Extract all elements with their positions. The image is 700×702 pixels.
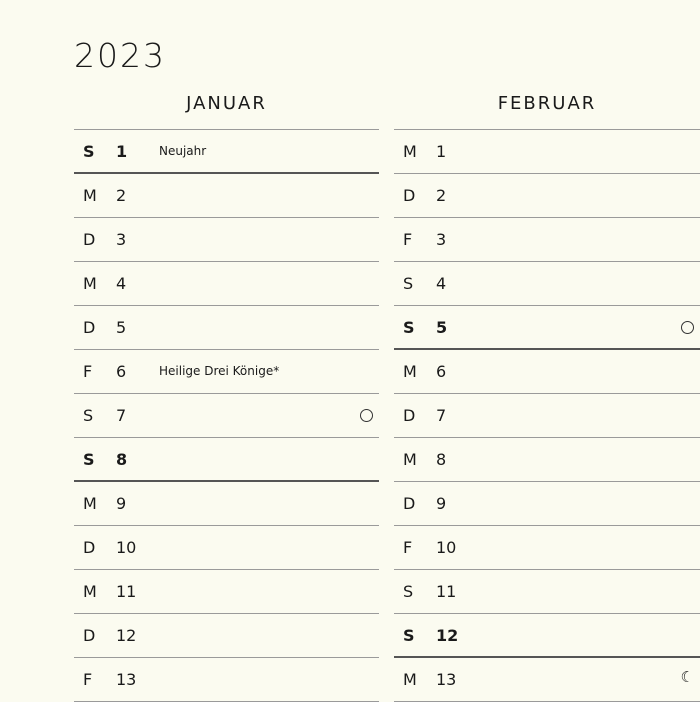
day-list: [74, 130, 379, 702]
day-number: 7: [436, 406, 447, 425]
month-january: [74, 90, 379, 702]
full-moon-icon: [360, 409, 373, 422]
day-row: [74, 394, 379, 438]
weekday-label: M: [83, 186, 97, 205]
last-quarter-moon-icon: ☾: [680, 668, 694, 686]
day-number: 7: [116, 406, 127, 425]
day-number: 4: [116, 274, 127, 293]
day-number: 11: [116, 582, 137, 601]
day-row: [394, 570, 700, 614]
weekday-label: M: [83, 274, 97, 293]
weekday-label: M: [403, 362, 417, 381]
day-row: [74, 218, 379, 262]
day-number: 9: [116, 494, 127, 513]
weekday-label: S: [83, 142, 95, 161]
day-number: 12: [436, 626, 459, 645]
month-title: JANUAR: [74, 90, 379, 130]
day-number: 11: [436, 582, 457, 601]
day-row: [74, 262, 379, 306]
day-row: [394, 614, 700, 658]
holiday-label: Heilige Drei Könige*: [159, 364, 280, 378]
day-number: 1: [436, 142, 447, 161]
weekday-label: D: [83, 318, 96, 337]
day-row: [74, 658, 379, 702]
day-number: 1: [116, 142, 128, 161]
day-row: [74, 306, 379, 350]
weekday-label: D: [83, 626, 96, 645]
day-row: [74, 438, 379, 482]
day-row: [394, 262, 700, 306]
weekday-label: S: [403, 274, 414, 293]
day-number: 4: [436, 274, 447, 293]
day-row: [394, 394, 700, 438]
day-number: 6: [116, 362, 127, 381]
weekday-label: D: [403, 186, 416, 205]
day-number: 10: [116, 538, 137, 557]
day-row: [74, 614, 379, 658]
weekday-label: D: [83, 230, 96, 249]
day-number: 5: [436, 318, 448, 337]
weekday-label: S: [403, 626, 415, 645]
weekday-label: S: [83, 406, 94, 425]
weekday-label: S: [403, 582, 414, 601]
day-list: [394, 130, 700, 702]
weekday-label: D: [83, 538, 96, 557]
day-row: [74, 174, 379, 218]
day-number: 3: [436, 230, 447, 249]
month-title: FEBRUAR: [394, 90, 700, 130]
day-number: 6: [436, 362, 447, 381]
weekday-label: F: [83, 362, 93, 381]
full-moon-icon: [681, 321, 694, 334]
day-row: [74, 350, 379, 394]
weekday-label: M: [83, 582, 97, 601]
day-number: 13: [436, 670, 457, 689]
day-number: 10: [436, 538, 457, 557]
weekday-label: M: [83, 494, 97, 513]
day-number: 12: [116, 626, 137, 645]
weekday-label: D: [403, 494, 416, 513]
day-row: [394, 218, 700, 262]
day-row: [394, 350, 700, 394]
weekday-label: D: [403, 406, 416, 425]
weekday-label: M: [403, 450, 417, 469]
day-row: [394, 658, 700, 702]
day-row: [394, 130, 700, 174]
weekday-label: F: [403, 538, 413, 557]
day-number: 8: [116, 450, 128, 469]
day-number: 8: [436, 450, 447, 469]
day-row: [74, 482, 379, 526]
day-row: [394, 482, 700, 526]
day-number: 2: [436, 186, 447, 205]
day-row: [394, 174, 700, 218]
weekday-label: S: [83, 450, 95, 469]
day-number: 9: [436, 494, 447, 513]
weekday-label: M: [403, 670, 417, 689]
year-title: 2023: [74, 36, 166, 75]
day-row: [394, 306, 700, 350]
day-row: [394, 438, 700, 482]
holiday-label: Neujahr: [159, 144, 207, 158]
day-row: [74, 526, 379, 570]
day-row: [74, 130, 379, 174]
month-february: [394, 90, 700, 702]
day-number: 3: [116, 230, 127, 249]
weekday-label: F: [403, 230, 413, 249]
day-number: 5: [116, 318, 127, 337]
weekday-label: F: [83, 670, 93, 689]
weekday-label: S: [403, 318, 415, 337]
day-row: [394, 526, 700, 570]
day-number: 2: [116, 186, 127, 205]
day-number: 13: [116, 670, 137, 689]
weekday-label: M: [403, 142, 417, 161]
day-row: [74, 570, 379, 614]
